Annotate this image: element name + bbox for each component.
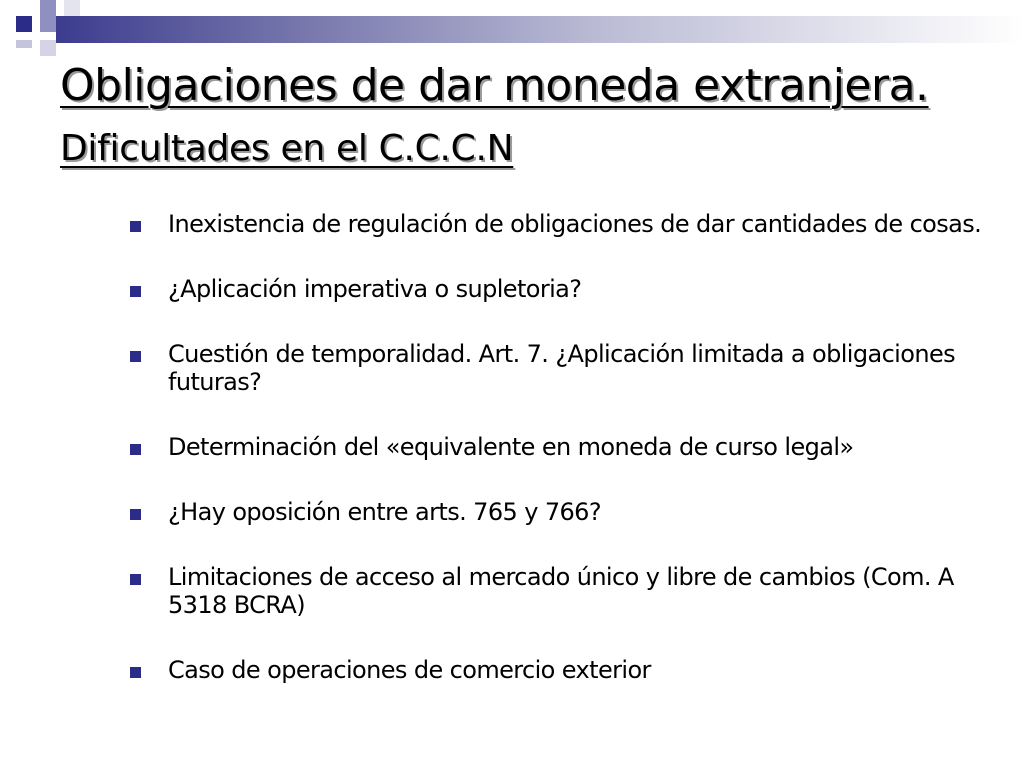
slide-title-sub: Dificultades en el C.C.C.N [60,128,514,169]
square-bullet-icon [130,351,141,362]
square-bullet-icon [130,286,141,297]
header-decoration [0,0,1024,48]
bullet-text: Determinación del «equivalente en moneda de curso legal» [168,433,854,461]
corner-square [16,16,32,32]
square-bullet-icon [130,667,141,678]
bullet-item [130,498,990,526]
bullet-text: Limitaciones de acceso al mercado único y libre de cambios (Com. A 5318 BCRA) [168,563,954,619]
corner-square [40,0,56,16]
header-gradient-bar [56,16,1024,43]
square-bullet-icon [130,444,141,455]
bullet-item [130,433,990,461]
square-bullet-icon [130,221,141,232]
square-bullet-icon [130,509,141,520]
bullet-item [130,340,990,396]
bullet-item [130,656,990,684]
bullet-item [130,563,990,619]
bullet-text: Cuestión de temporalidad. Art. 7. ¿Aplicación limitada a obligaciones futuras? [168,340,956,396]
bullet-list [130,210,990,721]
corner-square [40,16,56,32]
bullet-text: Inexistencia de regulación de obligaciones de dar cantidades de cosas. [168,210,982,238]
slide-title [60,56,1000,179]
corner-square [16,40,32,48]
bullet-text: ¿Hay oposición entre arts. 765 y 766? [168,498,601,526]
corner-square [64,0,80,16]
bullet-item [130,210,990,238]
bullet-item [130,275,990,303]
bullet-text: Caso de operaciones de comercio exterior [168,656,651,684]
square-bullet-icon [130,574,141,585]
bullet-text: ¿Aplicación imperativa o supletoria? [168,275,582,303]
corner-square [40,40,56,56]
slide-title-main: Obligaciones de dar moneda extranjera. [60,60,929,111]
